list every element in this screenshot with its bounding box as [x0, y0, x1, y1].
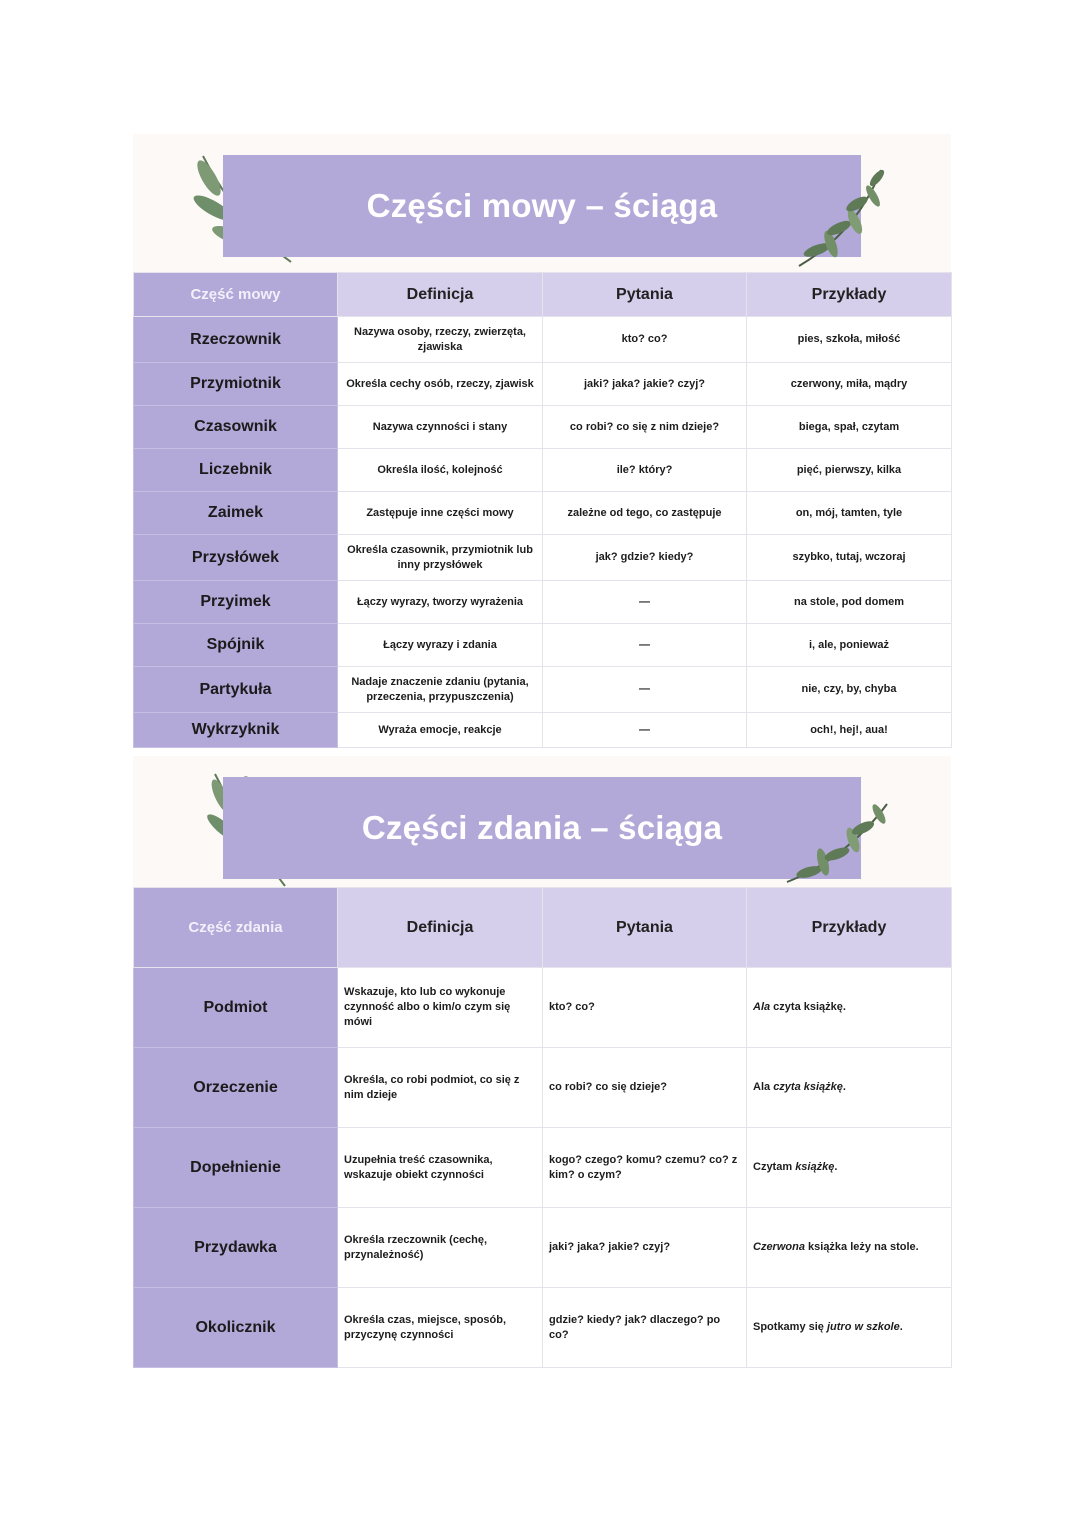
definition-cell: Łączy wyrazy, tworzy wyrażenia	[338, 581, 543, 624]
table-row	[134, 492, 952, 535]
table-row	[134, 535, 952, 581]
column-header: Przykłady	[747, 273, 952, 317]
table-row	[134, 363, 952, 406]
definition-cell: Określa ilość, kolejność	[338, 449, 543, 492]
definition-cell: Określa czasownik, przymiotnik lub inny przysłówek	[338, 535, 543, 581]
definition-cell: Łączy wyrazy i zdania	[338, 624, 543, 667]
questions-cell: —	[543, 667, 747, 713]
example-cell: Czerwona książka leży na stole.	[747, 1208, 952, 1288]
table-row	[134, 968, 952, 1048]
row-label: Czasownik	[134, 406, 338, 449]
table-row	[134, 624, 952, 667]
questions-cell: kto? co?	[543, 968, 747, 1048]
examples-cell: pięć, pierwszy, kilka	[747, 449, 952, 492]
row-label: Liczebnik	[134, 449, 338, 492]
hero	[133, 134, 951, 272]
page-title: Części zdania – ściąga	[223, 777, 861, 879]
definition-cell: Zastępuje inne części mowy	[338, 492, 543, 535]
example-cell: Ala czyta książkę.	[747, 1048, 952, 1128]
examples-cell: biega, spał, czytam	[747, 406, 952, 449]
row-label: Orzeczenie	[134, 1048, 338, 1128]
questions-cell: —	[543, 713, 747, 748]
row-label: Przyimek	[134, 581, 338, 624]
row-label: Wykrzyknik	[134, 713, 338, 748]
examples-cell: na stole, pod domem	[747, 581, 952, 624]
table-row	[134, 1288, 952, 1368]
examples-cell: szybko, tutaj, wczoraj	[747, 535, 952, 581]
row-label: Przydawka	[134, 1208, 338, 1288]
hero	[133, 756, 951, 887]
table-row	[134, 1128, 952, 1208]
table-row	[134, 1048, 952, 1128]
table-row	[134, 713, 952, 748]
column-header: Definicja	[338, 888, 543, 968]
questions-cell: —	[543, 581, 747, 624]
column-header: Przykłady	[747, 888, 952, 968]
definition-cell: Określa czas, miejsce, sposób, przyczynę czynności	[338, 1288, 543, 1368]
row-label: Spójnik	[134, 624, 338, 667]
page-title: Części mowy – ściąga	[223, 155, 861, 257]
examples-cell: czerwony, miła, mądry	[747, 363, 952, 406]
definition-cell: Nazywa czynności i stany	[338, 406, 543, 449]
row-label: Przysłówek	[134, 535, 338, 581]
questions-cell: co robi? co się z nim dzieje?	[543, 406, 747, 449]
definition-cell: Nazywa osoby, rzeczy, zwierzęta, zjawiska	[338, 317, 543, 363]
column-header: Część zdania	[134, 888, 338, 968]
questions-cell: jaki? jaka? jakie? czyj?	[543, 1208, 747, 1288]
questions-cell: kto? co?	[543, 317, 747, 363]
definition-cell: Określa cechy osób, rzeczy, zjawisk	[338, 363, 543, 406]
table-header-row	[134, 273, 952, 317]
questions-cell: kogo? czego? komu? czemu? co? z kim? o czym?	[543, 1128, 747, 1208]
column-header: Pytania	[543, 888, 747, 968]
questions-cell: ile? który?	[543, 449, 747, 492]
leaf-branch-icon	[793, 166, 889, 270]
table-row	[134, 406, 952, 449]
questions-cell: gdzie? kiedy? jak? dlaczego? po co?	[543, 1288, 747, 1368]
row-label: Rzeczownik	[134, 317, 338, 363]
definition-cell: Określa, co robi podmiot, co się z nim dzieje	[338, 1048, 543, 1128]
definition-cell: Uzupełnia treść czasownika, wskazuje obiekt czynności	[338, 1128, 543, 1208]
example-cell: Spotkamy się jutro w szkole.	[747, 1288, 952, 1368]
definition-cell: Nadaje znaczenie zdaniu (pytania, przeczenia, przypuszczenia)	[338, 667, 543, 713]
row-label: Zaimek	[134, 492, 338, 535]
table-row	[134, 1208, 952, 1288]
example-cell: Czytam książkę.	[747, 1128, 952, 1208]
example-cell: Ala czyta książkę.	[747, 968, 952, 1048]
parts-of-speech-table	[133, 272, 952, 748]
examples-cell: i, ale, ponieważ	[747, 624, 952, 667]
table-header-row	[134, 888, 952, 968]
column-header: Część mowy	[134, 273, 338, 317]
row-label: Partykuła	[134, 667, 338, 713]
definition-cell: Wyraża emocje, reakcje	[338, 713, 543, 748]
parts-of-sentence-table	[133, 887, 952, 1368]
parts-of-speech-sheet	[133, 134, 951, 748]
examples-cell: pies, szkoła, miłość	[747, 317, 952, 363]
row-label: Okolicznik	[134, 1288, 338, 1368]
row-label: Podmiot	[134, 968, 338, 1048]
questions-cell: co robi? co się dzieje?	[543, 1048, 747, 1128]
column-header: Definicja	[338, 273, 543, 317]
questions-cell: zależne od tego, co zastępuje	[543, 492, 747, 535]
column-header: Pytania	[543, 273, 747, 317]
definition-cell: Określa rzeczownik (cechę, przynależność)	[338, 1208, 543, 1288]
definition-cell: Wskazuje, kto lub co wykonuje czynność albo o kim/o czym się mówi	[338, 968, 543, 1048]
questions-cell: jaki? jaka? jakie? czyj?	[543, 363, 747, 406]
examples-cell: och!, hej!, aua!	[747, 713, 952, 748]
questions-cell: —	[543, 624, 747, 667]
row-label: Dopełnienie	[134, 1128, 338, 1208]
table-row	[134, 317, 952, 363]
examples-cell: nie, czy, by, chyba	[747, 667, 952, 713]
table-row	[134, 667, 952, 713]
leaf-branch-icon	[783, 798, 893, 888]
examples-cell: on, mój, tamten, tyle	[747, 492, 952, 535]
parts-of-sentence-sheet	[133, 756, 951, 1368]
questions-cell: jak? gdzie? kiedy?	[543, 535, 747, 581]
table-row	[134, 581, 952, 624]
table-row	[134, 449, 952, 492]
row-label: Przymiotnik	[134, 363, 338, 406]
